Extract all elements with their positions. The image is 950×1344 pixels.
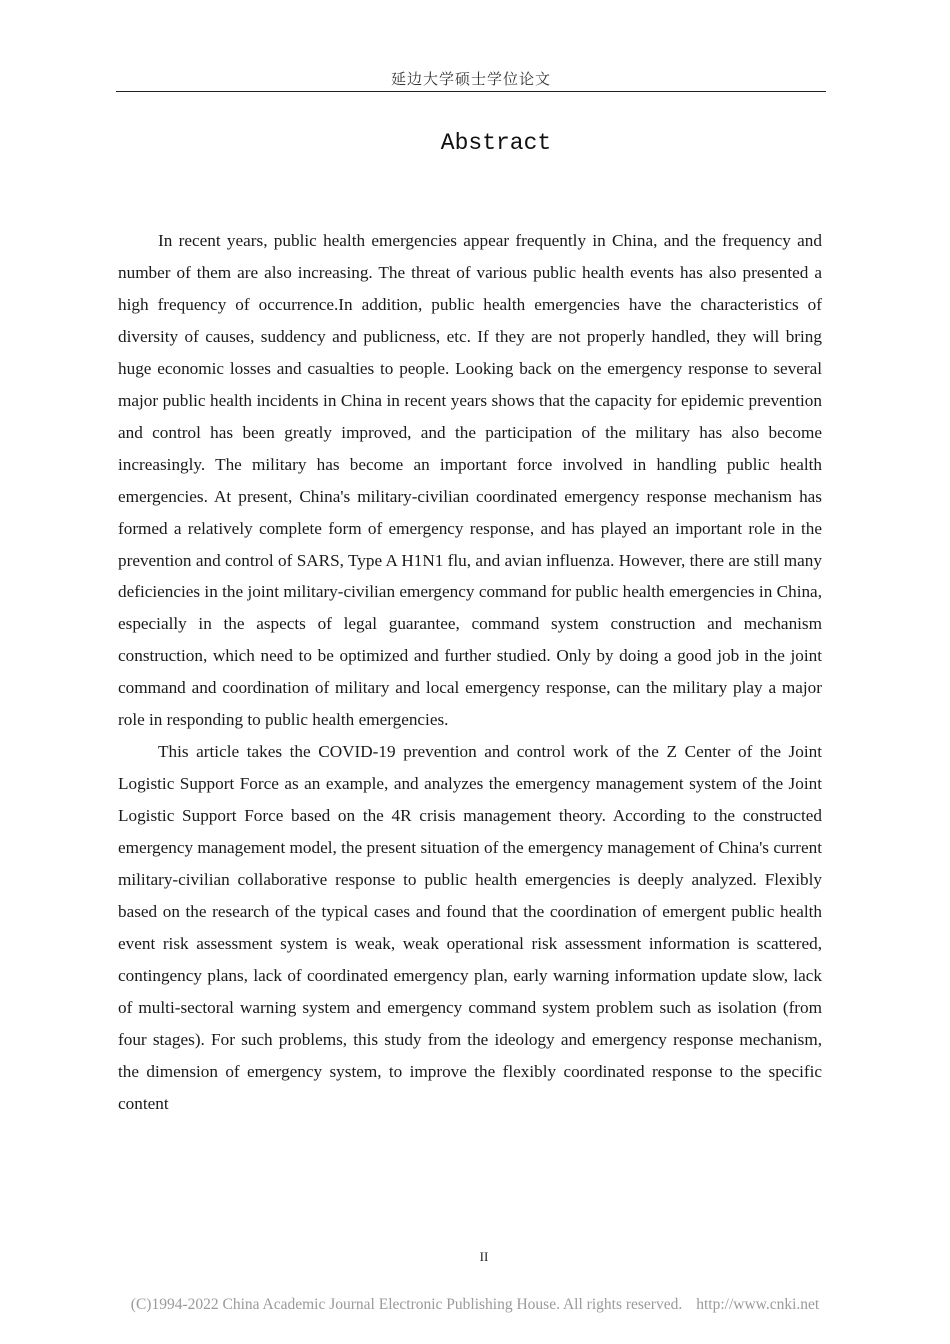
header-divider	[116, 91, 826, 92]
running-header: 延边大学硕士学位论文	[390, 72, 551, 88]
abstract-title: Abstract	[440, 130, 552, 156]
copyright-footer	[0, 1296, 950, 1314]
abstract-paragraph-1: In recent years, public health emergencies appear frequently in China, and the frequency and number of them are also increasing. The threat of various public health events has also presented a high frequency of occurrence.In addition, public health emergencies have the characteristics of diversity of causes, suddency and publicness, etc. If they are not properly handled, they will bring huge economic losses and casualties to people. Looking back on the emergency response to several major public health incidents in China in recent years shows that the capacity for epidemic prevention and control has been greatly improved, and the participation of the military has also become increasingly. The military has become an important force involved in handling public health emergencies. At present, China's military-civilian coordinated emergency response mechanism has formed a relatively complete form of emergency response, and has played an important role in the prevention and control of SARS, Type A H1N1 flu, and avian influenza. However, there are still many deficiencies in the joint military-civilian emergency command for public health emergencies in China, especially in the aspects of legal guarantee, command system construction and mechanism construction, which need to be optimized and further studied. Only by doing a good job in the joint command and coordination of military and local emergency response, can the military play a major role in responding to public health emergencies.	[118, 231, 822, 730]
abstract-body	[118, 225, 822, 1120]
copyright-notice: (C)1994-2022 China Academic Journal Electronic Publishing House. All rights reserved.	[130, 1296, 683, 1313]
abstract-paragraph-2: This article takes the COVID-19 prevention and control work of the Z Center of the Joint Logistic Support Force as an example, and analyzes the emergency management system of the Joint Logistic Support Force based on the 4R crisis management theory. According to the constructed emergency management model, the present situation of the emergency management of China's current military-civilian collaborative response to public health emergencies is deeply analyzed. Flexibly based on the research of the typical cases and found that the coordination of emergent public health event risk assessment system is weak, weak operational risk assessment information is scattered, contingency plans, lack of coordinated emergency plan, early warning information update slow, lack of multi-sectoral warning system and emergency command system problem such as isolation (from four stages). For such problems, this study from the ideology and emergency response mechanism, the dimension of emergency system, to improve the flexibly coordinated response to the specific content	[118, 742, 822, 1113]
page-number: II	[479, 1249, 489, 1264]
cnki-url: http://www.cnki.net	[696, 1296, 820, 1313]
